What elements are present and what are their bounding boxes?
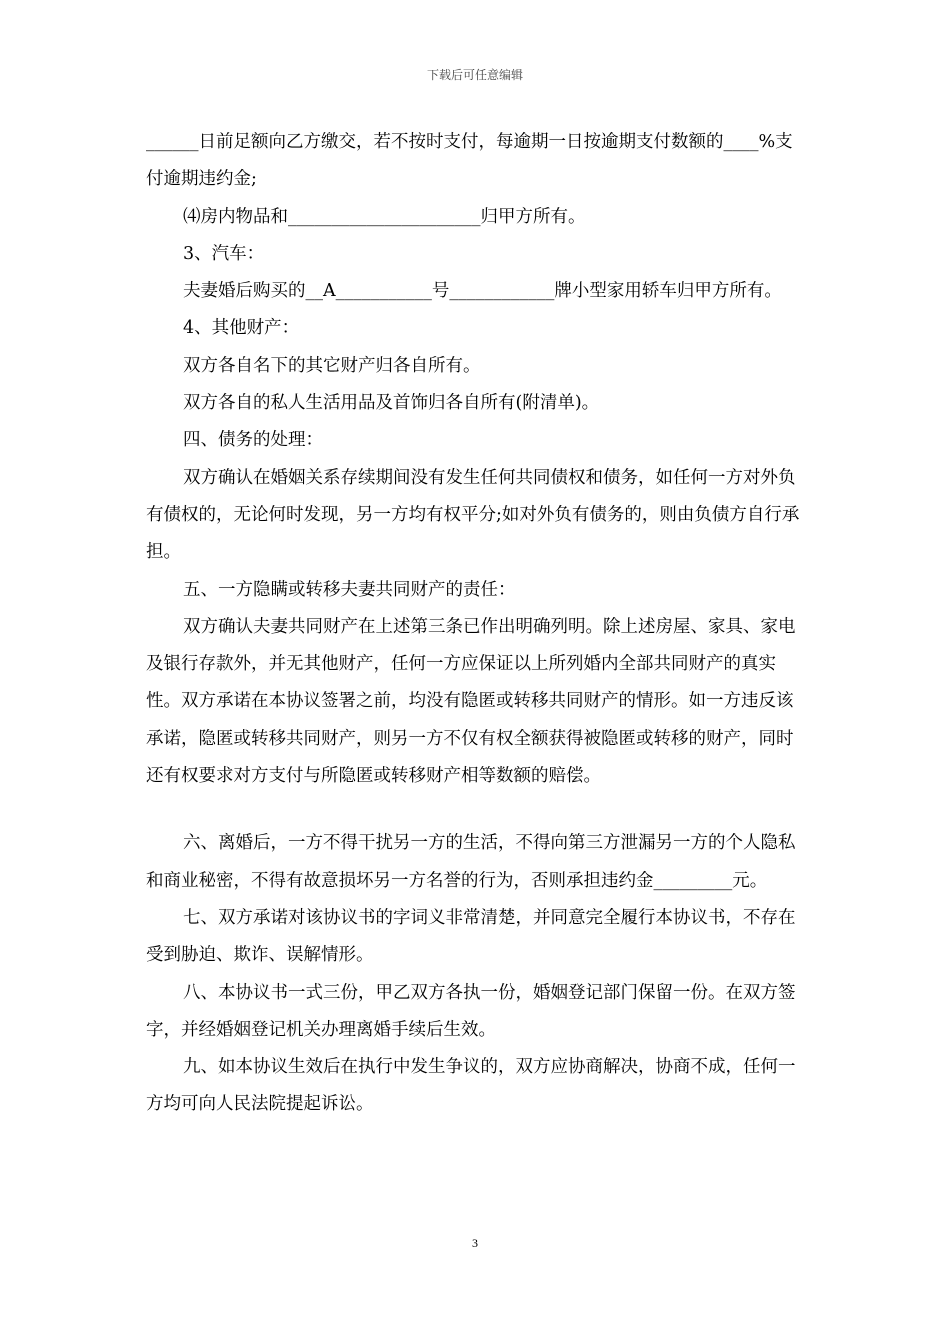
paragraph-copies: 八、本协议书一式三份，甲乙双方各执一份，婚姻登记部门保留一份。在双方签字，并经婚姻登记机关办理离婚手续后生效。 bbox=[146, 982, 796, 1040]
paragraph-spacer bbox=[146, 795, 806, 825]
heading-debts: 四、债务的处理： bbox=[183, 430, 323, 451]
paragraph-non-interference: 六、离婚后，一方不得干扰另一方的生活，不得向第三方泄漏另一方的个人隐私和商业秘密，不得有故意损坏另一方名誉的行为，否则承担违约金_________元。 bbox=[146, 833, 796, 891]
document-body bbox=[146, 124, 806, 1124]
paragraph-disputes: 九、如本协议生效后在执行中发生争议的，双方应协商解决，协商不成，任何一方均可向人民法院提起诉讼。 bbox=[146, 1057, 796, 1115]
paragraph-understanding: 七、双方承诺对该协议书的字词义非常清楚，并同意完全履行本协议书，不存在受到胁迫、欺诈、误解情形。 bbox=[146, 907, 796, 966]
paragraph-car: 夫妻婚后购买的__A___________号____________牌小型家用轿车归甲方所有。 bbox=[183, 281, 782, 302]
heading-car: 3、汽车： bbox=[183, 243, 265, 264]
page-header: 下载后可任意编辑 bbox=[426, 68, 523, 82]
paragraph-payment-terms: ______日前足额向乙方缴交，若不按时支付，每逾期一日按逾期支付数额的____%支付逾期违约金; bbox=[146, 132, 793, 190]
paragraph-concealment: 双方确认夫妻共同财产在上述第三条已作出明确列明。除上述房屋、家具、家电及银行存款外，并无其他财产，任何一方应保证以上所列婚内全部共同财产的真实性。双方承诺在本协议签署之前，均没有隐匿或转移共同财产的情形。如一方违反该承诺，隐匿或转移共同财产，则另一方不仅有权全额获得被隐匿或转移的财产，同时还有权要求对方支付与所隐匿或转移财产相等数额的赔偿。 bbox=[146, 616, 796, 787]
paragraph-debts: 双方确认在婚姻关系存续期间没有发生任何共同债权和债务，如任何一方对外负有债权的，无论何时发现，另一方均有权平分;如对外负有债务的，则由负债方自行承担。 bbox=[146, 467, 800, 563]
page-number: 3 bbox=[472, 1236, 478, 1250]
paragraph-other-property: 双方各自名下的其它财产归各自所有。 bbox=[183, 355, 481, 376]
paragraph-personal-items: 双方各自的私人生活用品及首饰归各自所有(附清单)。 bbox=[183, 393, 600, 414]
heading-concealment: 五、一方隐瞒或转移夫妻共同财产的责任： bbox=[183, 579, 516, 600]
heading-other-property: 4、其他财产： bbox=[183, 318, 300, 339]
paragraph-household-items: ⑷房内物品和______________________归甲方所有。 bbox=[183, 206, 586, 227]
